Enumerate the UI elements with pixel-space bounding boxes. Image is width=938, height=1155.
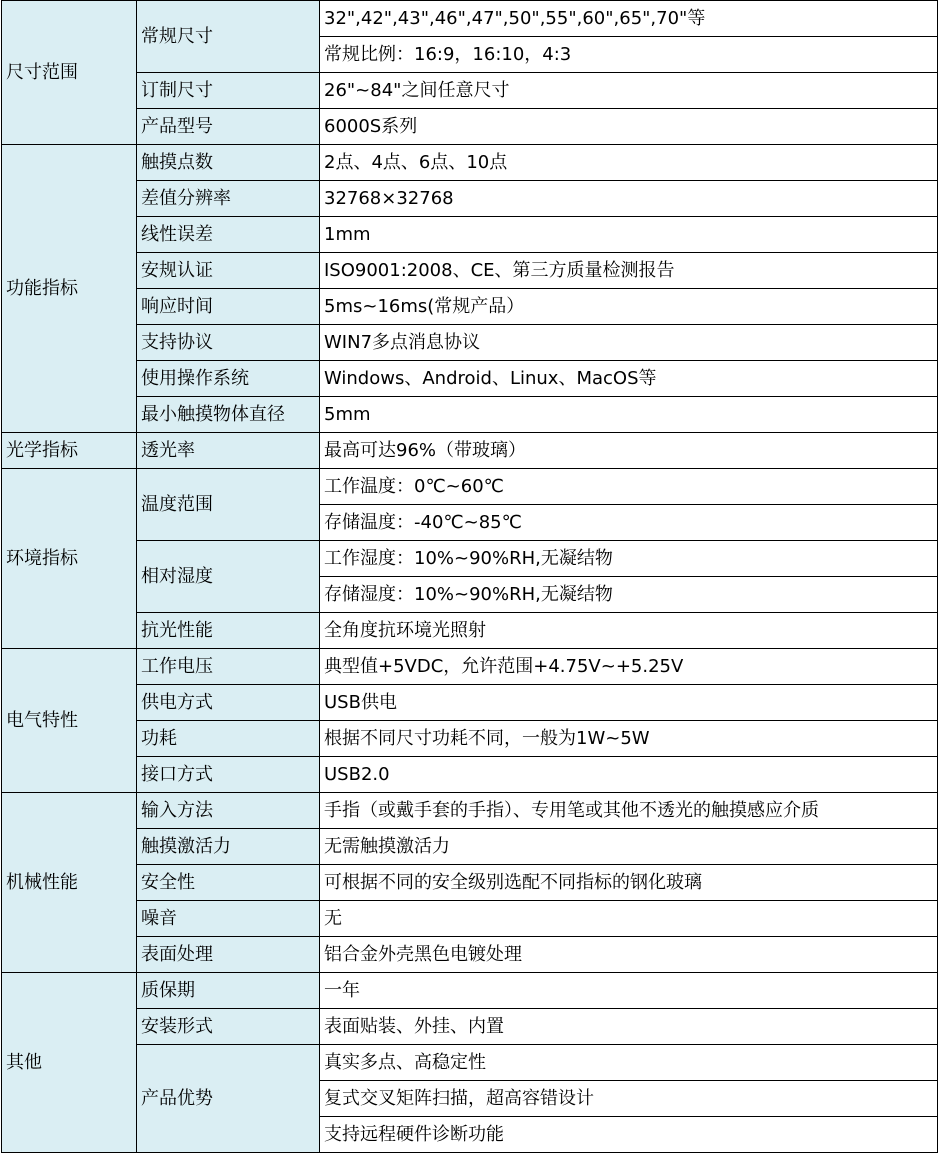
value-cell: 无 (320, 901, 938, 937)
table-row (2, 685, 938, 721)
item-label-cell: 质保期 (137, 973, 320, 1009)
table-row (2, 181, 938, 217)
table-row (2, 829, 938, 865)
table-row (2, 325, 938, 361)
item-label-cell: 透光率 (137, 433, 320, 469)
item-label-cell: 工作电压 (137, 649, 320, 685)
value-cell: 根据不同尺寸功耗不同，一般为1W~5W (320, 721, 938, 757)
table-row (2, 217, 938, 253)
item-label-cell: 温度范围 (137, 469, 320, 541)
value-cell: 2点、4点、6点、10点 (320, 145, 938, 181)
value-cell: 32",42",43",46",47",50",55",60",65",70"等 (320, 1, 938, 37)
item-label-cell: 线性误差 (137, 217, 320, 253)
item-label-cell: 噪音 (137, 901, 320, 937)
value-cell: 最高可达96%（带玻璃） (320, 433, 938, 469)
table-row (2, 1009, 938, 1045)
item-label-cell: 响应时间 (137, 289, 320, 325)
table-row (2, 757, 938, 793)
value-cell: 无需触摸激活力 (320, 829, 938, 865)
category-cell: 尺寸范围 (2, 1, 137, 145)
category-cell: 光学指标 (2, 433, 137, 469)
value-cell: 32768×32768 (320, 181, 938, 217)
table-row (2, 361, 938, 397)
value-cell: 1mm (320, 217, 938, 253)
table-row (2, 613, 938, 649)
value-cell: WIN7多点消息协议 (320, 325, 938, 361)
table-row (2, 289, 938, 325)
value-cell: 铝合金外壳黑色电镀处理 (320, 937, 938, 973)
item-label-cell: 安全性 (137, 865, 320, 901)
table-row (2, 937, 938, 973)
item-label-cell: 使用操作系统 (137, 361, 320, 397)
value-cell: 5ms~16ms(常规产品） (320, 289, 938, 325)
item-label-cell: 产品优势 (137, 1045, 320, 1153)
item-label-cell: 表面处理 (137, 937, 320, 973)
item-label-cell: 触摸点数 (137, 145, 320, 181)
table-row (2, 649, 938, 685)
table-row (2, 1, 938, 37)
item-label-cell: 常规尺寸 (137, 1, 320, 73)
value-cell: 复式交叉矩阵扫描，超高容错设计 (320, 1081, 938, 1117)
table-row (2, 73, 938, 109)
table-row (2, 397, 938, 433)
category-cell: 其他 (2, 973, 137, 1153)
value-cell: USB2.0 (320, 757, 938, 793)
item-label-cell: 安装形式 (137, 1009, 320, 1045)
item-label-cell: 支持协议 (137, 325, 320, 361)
table-row (2, 433, 938, 469)
value-cell: Windows、Android、Linux、MacOS等 (320, 361, 938, 397)
spec-table-body (2, 1, 938, 1153)
item-label-cell: 安规认证 (137, 253, 320, 289)
item-label-cell: 订制尺寸 (137, 73, 320, 109)
value-cell: 可根据不同的安全级别选配不同指标的钢化玻璃 (320, 865, 938, 901)
table-row (2, 865, 938, 901)
value-cell: 工作温度：0℃~60℃ (320, 469, 938, 505)
value-cell: 工作湿度：10%~90%RH,无凝结物 (320, 541, 938, 577)
item-label-cell: 相对湿度 (137, 541, 320, 613)
table-row (2, 973, 938, 1009)
value-cell: 6000S系列 (320, 109, 938, 145)
value-cell: 全角度抗环境光照射 (320, 613, 938, 649)
value-cell: 支持远程硬件诊断功能 (320, 1117, 938, 1153)
value-cell: 表面贴装、外挂、内置 (320, 1009, 938, 1045)
value-cell: 5mm (320, 397, 938, 433)
item-label-cell: 差值分辨率 (137, 181, 320, 217)
item-label-cell: 供电方式 (137, 685, 320, 721)
item-label-cell: 功耗 (137, 721, 320, 757)
item-label-cell: 输入方法 (137, 793, 320, 829)
item-label-cell: 接口方式 (137, 757, 320, 793)
category-cell: 电气特性 (2, 649, 137, 793)
table-row (2, 1045, 938, 1081)
value-cell: 真实多点、高稳定性 (320, 1045, 938, 1081)
table-row (2, 253, 938, 289)
value-cell: 一年 (320, 973, 938, 1009)
table-row (2, 109, 938, 145)
item-label-cell: 触摸激活力 (137, 829, 320, 865)
value-cell: 存储湿度：10%~90%RH,无凝结物 (320, 577, 938, 613)
value-cell: 26"~84"之间任意尺寸 (320, 73, 938, 109)
table-row (2, 469, 938, 505)
value-cell: USB供电 (320, 685, 938, 721)
item-label-cell: 抗光性能 (137, 613, 320, 649)
spec-table (1, 0, 938, 1153)
category-cell: 机械性能 (2, 793, 137, 973)
value-cell: 常规比例：16:9，16:10，4:3 (320, 37, 938, 73)
table-row (2, 541, 938, 577)
value-cell: 手指（或戴手套的手指）、专用笔或其他不透光的触摸感应介质 (320, 793, 938, 829)
table-row (2, 793, 938, 829)
item-label-cell: 最小触摸物体直径 (137, 397, 320, 433)
table-row (2, 721, 938, 757)
item-label-cell: 产品型号 (137, 109, 320, 145)
table-row (2, 901, 938, 937)
table-row (2, 145, 938, 181)
value-cell: 存储温度：-40℃~85℃ (320, 505, 938, 541)
value-cell: 典型值+5VDC，允许范围+4.75V~+5.25V (320, 649, 938, 685)
value-cell: ISO9001:2008、CE、第三方质量检测报告 (320, 253, 938, 289)
category-cell: 功能指标 (2, 145, 137, 433)
category-cell: 环境指标 (2, 469, 137, 649)
